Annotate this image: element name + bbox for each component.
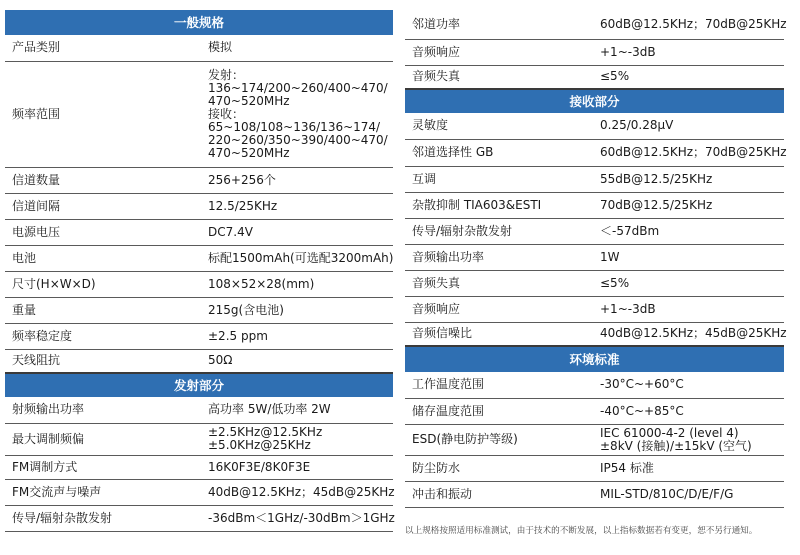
spec-row: [5, 423, 393, 455]
spec-label: 音频信噪比: [412, 326, 473, 341]
spec-row: [5, 61, 393, 167]
transmit-section-header: [5, 373, 393, 397]
spec-row: [5, 271, 393, 297]
receive-section-title: 接收部分: [569, 94, 620, 109]
spec-value: +1~-3dB: [600, 44, 656, 59]
spec-row: [405, 166, 784, 192]
spec-label: 尺寸(H×W×D): [12, 276, 96, 291]
spec-label: 射频输出功率: [12, 402, 85, 417]
spec-label: 互调: [412, 171, 437, 186]
spec-value: ＜-57dBm: [600, 223, 660, 238]
spec-row: [405, 424, 784, 455]
spec-row: [405, 113, 784, 139]
spec-label: 储存温度范围: [412, 403, 485, 418]
spec-row: [405, 218, 784, 244]
spec-label: 电源电压: [12, 224, 61, 239]
spec-label: 电池: [12, 250, 37, 265]
spec-row: [405, 455, 784, 481]
spec-label: 杂散抑制 TIA603&ESTI: [412, 197, 542, 212]
spec-value: 1W: [600, 249, 620, 264]
spec-row: [5, 35, 393, 61]
spec-label: 邻道选择性 GB: [412, 145, 494, 159]
spec-value: 50Ω: [208, 353, 233, 368]
spec-row: [405, 481, 784, 507]
spec-row: [5, 245, 393, 271]
spec-label: 音频失真: [412, 69, 461, 84]
left-spec-column: [5, 10, 393, 532]
spec-value: 模拟: [208, 40, 233, 55]
footnote: 以上规格按照适用标准测试，由于技术的不断发展，以上指标数据若有变更，恕不另行通知。: [405, 526, 758, 536]
spec-value: 70dB@12.5/25KHz: [600, 197, 713, 212]
spec-label: 邻道功率: [412, 16, 461, 31]
spec-row: [5, 167, 393, 193]
spec-label: 天线阻抗: [12, 353, 61, 368]
spec-value: [591, 424, 784, 455]
spec-value: -36dBm＜1GHz/-30dBm＞1GHz: [208, 510, 395, 525]
transmit-section-title: 发射部分: [173, 378, 224, 393]
spec-label: 频率稳定度: [12, 328, 73, 343]
spec-label: 传导/辐射杂散发射: [12, 510, 113, 525]
spec-row: [5, 219, 393, 245]
spec-value: 16K0F3E/8K0F3E: [208, 459, 311, 474]
spec-table-left: [5, 10, 393, 532]
spec-value-line: ±8kV (接触)/±15kV (空气): [600, 438, 752, 453]
spec-row: [5, 505, 393, 531]
spec-value-line: 220~260/350~390/400~470/: [208, 132, 388, 147]
spec-value: 40dB@12.5KHz；45dB@25KHz: [208, 484, 395, 499]
spec-value: 40dB@12.5KHz；45dB@25KHz: [600, 326, 787, 341]
spec-label: FM调制方式: [12, 459, 78, 474]
spec-value: 215g(含电池): [208, 302, 284, 317]
spec-value: 标配1500mAh(可选配3200mAh): [208, 250, 394, 265]
spec-value-line: 65~108/108~136/136~174/: [208, 119, 381, 134]
spec-value-line: 接收：: [208, 106, 245, 121]
general-section-title: 一般规格: [173, 15, 224, 30]
spec-value: 108×52×28(mm): [208, 276, 315, 291]
spec-label: 产品类别: [12, 40, 61, 55]
environment-section-header: [405, 346, 784, 372]
spec-label: 灵敏度: [412, 118, 449, 133]
spec-row: [405, 372, 784, 398]
spec-label: 频率范围: [12, 106, 61, 121]
spec-value-line: ±2.5KHz@12.5KHz: [208, 425, 323, 439]
spec-label: 信道间隔: [12, 198, 61, 213]
spec-value-line: 136~174/200~260/400~470/: [208, 80, 388, 95]
spec-value: ≤5%: [600, 69, 630, 84]
spec-table-right: [405, 10, 787, 508]
spec-row: [5, 455, 393, 479]
spec-label: 信道数量: [12, 172, 61, 187]
spec-row: [5, 479, 393, 505]
spec-row: [5, 193, 393, 219]
receive-section-header: [405, 89, 784, 113]
spec-label: 工作温度范围: [412, 377, 485, 392]
spec-label: 音频输出功率: [412, 249, 485, 264]
spec-value: IP54 标准: [600, 460, 654, 475]
spec-label: 音频响应: [412, 301, 461, 316]
spec-row: [405, 139, 784, 166]
spec-label: 冲击和振动: [412, 486, 473, 501]
spec-value: MIL-STD/810C/D/E/F/G: [600, 486, 734, 501]
spec-value: 60dB@12.5KHz；70dB@25KHz: [600, 16, 787, 31]
spec-value-line: 发射：: [208, 67, 245, 82]
spec-label: 防尘防水: [412, 460, 461, 475]
right-spec-column: [405, 10, 787, 508]
spec-value-line: IEC 61000-4-2 (level 4): [600, 425, 739, 440]
spec-row: [405, 270, 784, 296]
spec-value: 12.5/25KHz: [208, 198, 278, 213]
spec-label: ESD(静电防护等级): [412, 432, 518, 446]
environment-section-title: 环境标准: [569, 352, 620, 367]
spec-row: [405, 192, 784, 218]
spec-value: +1~-3dB: [600, 301, 656, 316]
spec-label: 重量: [12, 302, 37, 317]
spec-label: 传导/辐射杂散发射: [412, 223, 513, 238]
spec-value: 高功率 5W/低功率 2W: [208, 402, 331, 417]
spec-label: 音频失真: [412, 275, 461, 290]
spec-row: [405, 296, 784, 322]
spec-value: 256+256个: [208, 172, 276, 187]
spec-label: 音频响应: [412, 44, 461, 59]
spec-row: [5, 297, 393, 323]
spec-value: DC7.4V: [208, 224, 253, 239]
spec-value: [199, 423, 393, 455]
spec-value-line: 470~520MHz: [208, 145, 290, 160]
spec-value: [199, 61, 393, 167]
spec-row: [5, 397, 393, 423]
spec-row: [405, 10, 784, 39]
spec-row: [405, 65, 784, 89]
spec-value: ±2.5 ppm: [208, 328, 268, 343]
spec-row: [405, 39, 784, 65]
spec-row: [405, 244, 784, 270]
general-section-header: [5, 10, 393, 35]
spec-label: 最大调制频偏: [12, 431, 85, 446]
spec-value: -30°C~+60°C: [600, 377, 684, 392]
spec-row: [405, 322, 784, 346]
spec-value: ≤5%: [600, 275, 630, 290]
spec-value-line: ±5.0KHz@25KHz: [208, 438, 311, 452]
spec-label: FM交流声与噪声: [12, 484, 102, 499]
spec-row: [5, 323, 393, 349]
spec-value: 60dB@12.5KHz；70dB@25KHz: [600, 145, 787, 159]
spec-value-line: 470~520MHz: [208, 93, 290, 108]
spec-row: [5, 349, 393, 373]
spec-value: 55dB@12.5/25KHz: [600, 171, 713, 186]
spec-value: -40°C~+85°C: [600, 403, 684, 418]
spec-row: [405, 398, 784, 424]
spec-value: 0.25/0.28μV: [600, 118, 674, 133]
